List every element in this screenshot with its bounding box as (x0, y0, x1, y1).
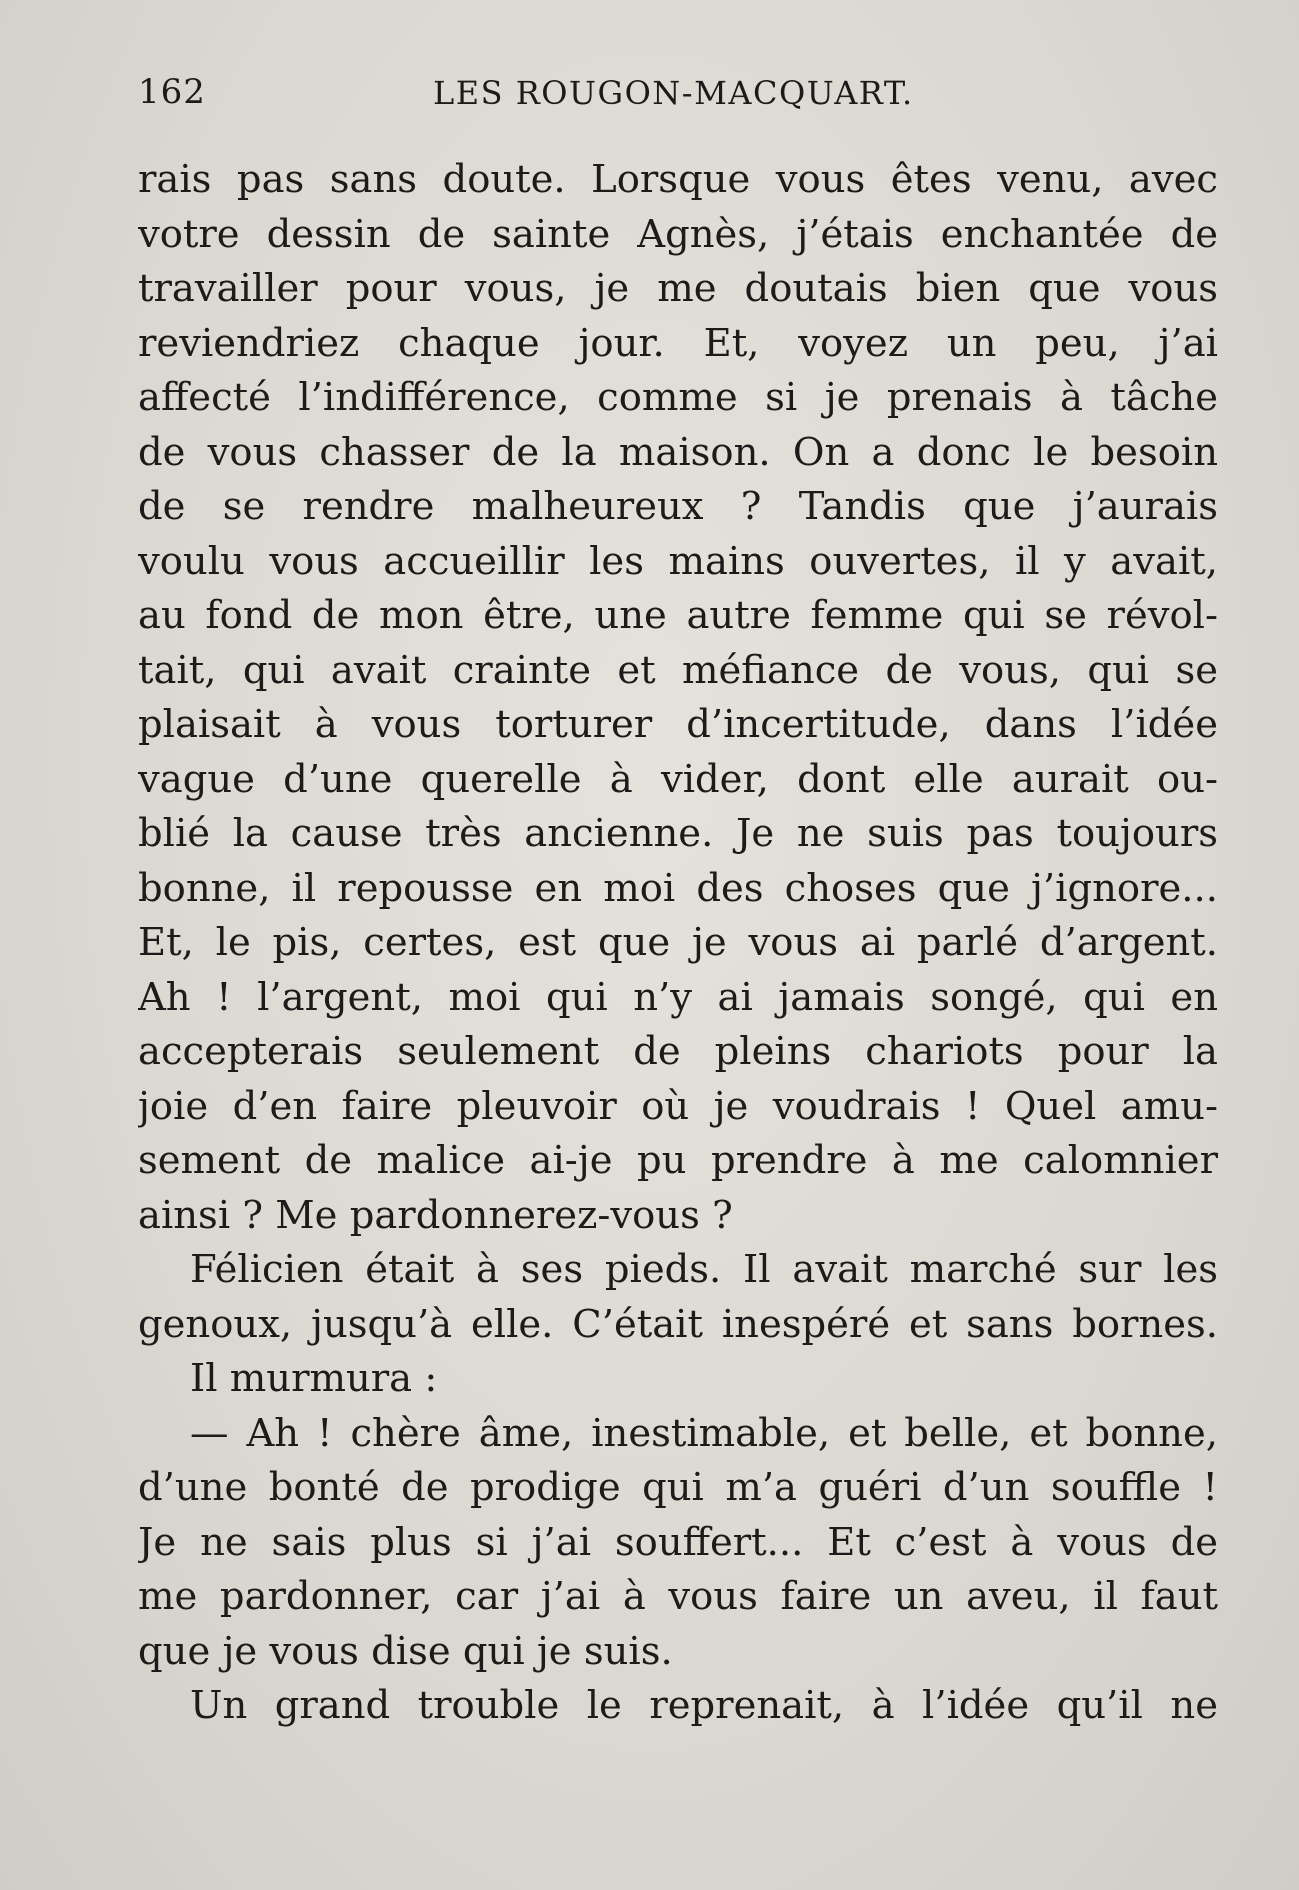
text-line: me pardonner, car j’ai à vous faire un aveu, il faut (138, 1574, 1218, 1619)
text-line: votre dessin de sainte Agnès, j’étais enchantée de (138, 211, 1218, 257)
text-line: rais pas sans doute. Lorsque vous êtes venu, avec (138, 157, 1218, 202)
page-header (138, 72, 1218, 122)
text-line: de se rendre malheureux ? Tandis que j’aurais (138, 484, 1218, 529)
text-line: de vous chasser de la maison. On a donc le besoin (138, 429, 1218, 475)
text-line: plaisait à vous torturer d’incertitude, dans l’idée (138, 702, 1218, 747)
text-line: joie d’en faire pleuvoir où je voudrais ! Quel amu- (138, 1083, 1218, 1129)
text-line: ainsi ? Me pardonnerez-vous ? (138, 1192, 733, 1238)
text-line: vague d’une querelle à vider, dont elle aurait ou- (138, 756, 1218, 802)
text-line: au fond de mon être, une autre femme qui se révol- (138, 593, 1218, 638)
text-line: Et, le pis, certes, est que je vous ai parlé d’argent. (138, 920, 1218, 965)
text-line: Un grand trouble le reprenait, à l’idée qu’il ne (190, 1683, 1218, 1728)
text-line: blié la cause très ancienne. Je ne suis pas toujours (138, 811, 1218, 856)
text-line: Ah ! l’argent, moi qui n’y ai jamais songé, qui en (138, 974, 1218, 1020)
text-line: voulu vous accueillir les mains ouvertes, il y avait, (138, 538, 1218, 584)
text-line: Félicien était à ses pieds. Il avait marché sur les (190, 1247, 1218, 1292)
text-line: travailler pour vous, je me doutais bien que vous (138, 266, 1218, 311)
text-line: — Ah ! chère âme, inestimable, et belle, et bonne, (190, 1410, 1218, 1456)
text-line: tait, qui avait crainte et méfiance de vous, qui se (138, 647, 1218, 693)
text-line: reviendriez chaque jour. Et, voyez un peu, j’ai (138, 320, 1218, 366)
body-text (138, 153, 1218, 1734)
text-line: que je vous dise qui je suis. (138, 1628, 673, 1674)
page-number: 162 (138, 72, 206, 112)
text-line: Il murmura : (190, 1356, 438, 1401)
text-line: accepterais seulement de pleins chariots pour la (138, 1029, 1218, 1074)
text-line: d’une bonté de prodige qui m’a guéri d’un souffle ! (138, 1465, 1218, 1510)
text-line: sement de malice ai-je pu prendre à me calomnier (138, 1138, 1218, 1183)
text-line: genoux, jusqu’à elle. C’était inespéré et sans bornes. (138, 1301, 1218, 1347)
text-line: affecté l’indifférence, comme si je prenais à tâche (138, 375, 1218, 420)
text-line: Je ne sais plus si j’ai souffert... Et c’est à vous de (138, 1519, 1218, 1565)
running-title: LES ROUGON-MACQUART. (433, 74, 914, 112)
text-line: bonne, il repousse en moi des choses que j’ignore... (138, 865, 1218, 911)
